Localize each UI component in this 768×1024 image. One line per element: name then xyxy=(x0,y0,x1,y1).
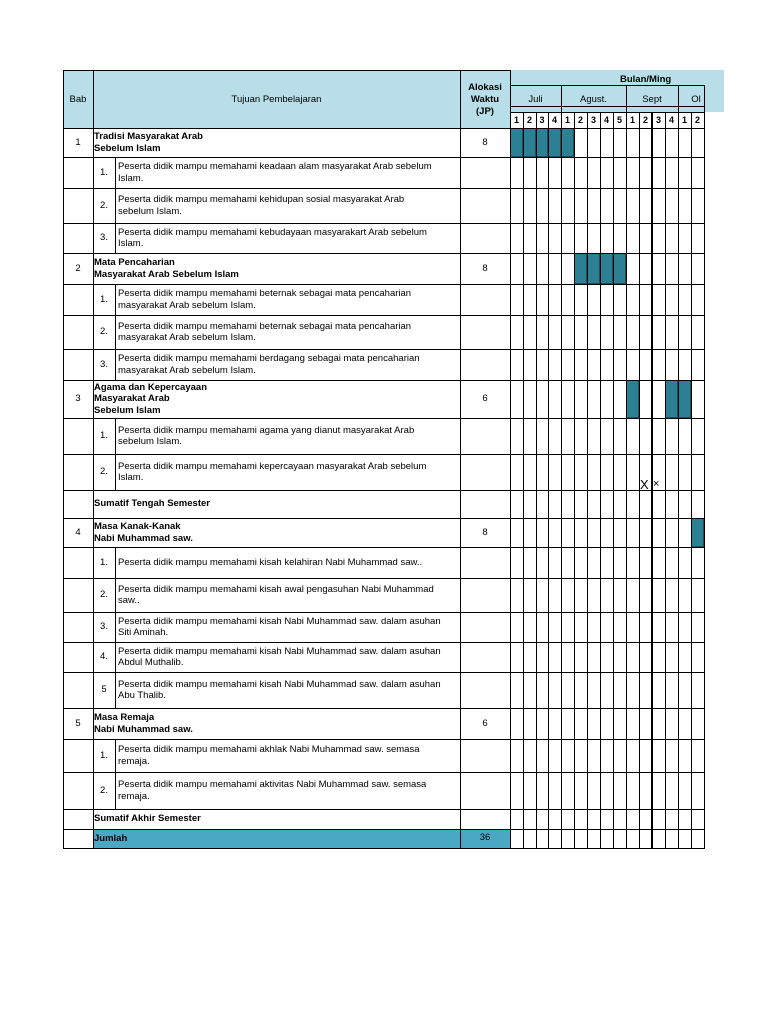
jp-value: 36 xyxy=(479,832,491,843)
item-text: remaja. xyxy=(118,755,150,767)
chapter-text: Agama dan Kepercayaan xyxy=(94,381,207,393)
item-number: 1. xyxy=(100,749,108,761)
item-text: Peserta didik mampu memahami beternak sebagai mata pencaharian xyxy=(118,320,412,332)
grid-line xyxy=(600,112,601,849)
mark-x: × xyxy=(653,479,660,490)
chapter-number: 4 xyxy=(75,526,81,538)
jp-value: 8 xyxy=(482,136,488,148)
grid-line xyxy=(691,112,692,849)
summary-text: Sumatif Tengah Semester xyxy=(94,498,210,510)
grid-line xyxy=(523,112,524,849)
header-alokasi: Waktu xyxy=(470,94,500,105)
grid-line xyxy=(63,642,704,643)
header-bulan: Bulan/Ming xyxy=(620,74,672,85)
item-text: remaja. xyxy=(118,790,150,802)
schedule-fill xyxy=(510,128,523,157)
item-number: 3. xyxy=(100,232,108,243)
grid-line xyxy=(115,349,116,380)
grid-line xyxy=(63,672,704,673)
grid-line xyxy=(115,578,116,612)
total-row-background xyxy=(93,829,510,848)
grid-line xyxy=(63,188,704,189)
item-text: Peserta didik mampu memahami akhlak Nabi Muhammad saw. semasa xyxy=(118,744,420,755)
week-number: 3 xyxy=(655,115,661,125)
month-label: Ol xyxy=(691,94,701,105)
item-number: 1. xyxy=(100,430,108,441)
grid-line xyxy=(115,739,116,772)
item-text: masyarakat Arab sebelum Islam. xyxy=(118,332,256,343)
grid-line xyxy=(63,223,704,224)
grid-line xyxy=(63,547,704,548)
item-text: Abdul Muthalib. xyxy=(118,657,184,668)
grid-line xyxy=(510,85,704,86)
jp-value: 6 xyxy=(482,717,488,729)
grid-line xyxy=(510,106,704,107)
week-number: 1 xyxy=(681,115,687,125)
chapter-text: Mata Pencaharian xyxy=(94,257,175,268)
item-number: 1. xyxy=(100,293,108,305)
grid-line xyxy=(115,454,116,490)
chapter-text: Tradisi Masyarakat Arab xyxy=(94,131,203,142)
week-number: 2 xyxy=(642,115,648,125)
chapter-text: Nabi Muhammad saw. xyxy=(94,532,193,544)
item-text: sebelum Islam. xyxy=(118,436,182,447)
header-bab: Bab xyxy=(69,94,87,105)
chapter-text: Sebelum Islam xyxy=(94,404,161,416)
grid-line xyxy=(115,418,116,454)
week-number: 3 xyxy=(590,115,596,125)
week-number: 1 xyxy=(629,115,635,125)
item-text: Abu Thalib. xyxy=(118,690,166,701)
grid-line xyxy=(639,112,640,849)
week-number: 4 xyxy=(603,115,609,125)
grid-line xyxy=(115,672,116,708)
schedule-fill xyxy=(587,253,600,284)
item-text: Peserta didik mampu memahami berdagang sebagai mata pencaharian xyxy=(118,353,420,364)
jp-value: 8 xyxy=(482,526,488,538)
item-text: Peserta didik mampu memahami kisah kelahiran Nabi Muhammad saw.. xyxy=(118,556,423,568)
header-alokasi: Alokasi xyxy=(468,82,502,93)
grid-line xyxy=(115,188,116,223)
item-number: 3. xyxy=(100,358,108,370)
item-text: Peserta didik mampu memahami aktivitas Nabi Muhammad saw. semasa xyxy=(118,779,427,790)
grid-line xyxy=(626,112,627,849)
chapter-text: Masa Remaja xyxy=(94,712,155,723)
schedule-fill xyxy=(600,253,613,284)
week-number: 4 xyxy=(551,115,557,125)
schedule-fill xyxy=(536,128,548,157)
week-number: 1 xyxy=(513,115,519,125)
grid-line xyxy=(115,547,116,578)
item-text: Peserta didik mampu memahami kehidupan sosial masyarakat Arab xyxy=(118,194,405,205)
item-text: saw.. xyxy=(118,595,140,606)
week-number: 3 xyxy=(539,115,545,125)
grid-line xyxy=(63,70,64,849)
schedule-fill xyxy=(523,128,536,157)
grid-line xyxy=(63,315,704,316)
item-text: Siti Aminah. xyxy=(118,627,169,638)
schedule-fill xyxy=(665,380,678,418)
grid-line xyxy=(63,157,704,158)
week-number: 2 xyxy=(526,115,532,125)
grid-line xyxy=(651,112,652,849)
grid-line xyxy=(63,349,704,350)
item-number: 2. xyxy=(100,466,108,477)
chapter-text: Masa Kanak-Kanak xyxy=(94,521,181,532)
grid-line xyxy=(63,490,704,491)
jp-value: 6 xyxy=(482,393,488,404)
item-number: 2. xyxy=(100,589,108,600)
grid-line xyxy=(63,708,704,709)
month-label: Juli xyxy=(528,94,543,105)
grid-line xyxy=(63,739,704,740)
grid-line xyxy=(613,112,614,849)
mark-x: X xyxy=(640,479,649,491)
schedule-fill xyxy=(626,380,639,418)
item-text: sebelum Islam. xyxy=(118,205,182,217)
week-number: 2 xyxy=(694,115,700,125)
chapter-number: 5 xyxy=(75,717,81,729)
item-text: Peserta didik mampu memahami kebudayaan masyarakart Arab sebelum xyxy=(118,226,427,238)
grid-line xyxy=(510,112,511,849)
item-number: 1. xyxy=(100,556,108,568)
item-number: 4. xyxy=(100,651,108,662)
item-number: 2. xyxy=(100,199,108,211)
grid-line xyxy=(63,70,510,71)
grid-line xyxy=(93,70,94,849)
item-text: Islam. xyxy=(118,238,144,249)
item-text: Islam. xyxy=(118,472,144,483)
item-text: Peserta didik mampu memahami kisah Nabi Muhammad saw. dalam asuhan xyxy=(118,678,441,690)
item-text: Peserta didik mampu memahami kisah Nabi Muhammad saw. dalam asuhan xyxy=(118,615,441,627)
week-number: 2 xyxy=(577,115,583,125)
grid-line xyxy=(115,642,116,672)
chapter-text: Nabi Muhammad saw. xyxy=(94,723,193,735)
item-text: Peserta didik mampu memahami beternak sebagai mata pencaharian xyxy=(118,288,412,299)
grid-line xyxy=(115,612,116,642)
grid-line xyxy=(548,112,549,849)
item-number: 5 xyxy=(101,684,107,695)
summary-text: Sumatif Akhir Semester xyxy=(94,813,201,825)
week-number: 4 xyxy=(668,115,674,125)
chapter-number: 2 xyxy=(75,262,81,274)
grid-line xyxy=(115,284,116,315)
grid-line xyxy=(587,112,588,849)
item-text: masyarakat Arab sebelum Islam. xyxy=(118,364,256,376)
item-text: Peserta didik mampu memahami keadaan alam masyarakat Arab sebelum xyxy=(118,161,432,172)
grid-line xyxy=(63,829,704,830)
grid-line xyxy=(63,772,704,773)
item-number: 2. xyxy=(100,784,108,796)
grid-line xyxy=(63,809,704,810)
jp-value: 8 xyxy=(482,262,488,274)
month-label: Sept xyxy=(642,94,662,105)
item-text: Peserta didik mampu memahami kisah awal pengasuhan Nabi Muhammad xyxy=(118,583,434,595)
item-number: 3. xyxy=(100,621,108,632)
total-text: Jumlah xyxy=(94,832,128,844)
grid-line xyxy=(115,315,116,349)
item-number: 2. xyxy=(100,326,108,337)
chapter-number: 3 xyxy=(75,393,81,404)
grid-line xyxy=(63,578,704,579)
chapter-text: Sebelum Islam xyxy=(94,142,161,154)
grid-line xyxy=(63,380,704,381)
item-text: Islam. xyxy=(118,172,144,184)
grid-line xyxy=(574,112,575,849)
grid-line xyxy=(460,70,461,849)
schedule-fill xyxy=(678,380,691,418)
month-label: Agust. xyxy=(580,94,607,105)
header-tujuan: Tujuan Pembelajaran xyxy=(231,94,322,105)
grid-line xyxy=(652,112,653,849)
item-text: Peserta didik mampu memahami agama yang dianut masyarakat Arab xyxy=(118,424,415,436)
grid-line xyxy=(63,518,704,519)
grid-line xyxy=(63,128,704,129)
grid-line xyxy=(536,112,537,849)
schedule-fill xyxy=(613,253,626,284)
schedule-fill xyxy=(548,128,561,157)
grid-line xyxy=(561,112,562,849)
grid-line xyxy=(665,112,666,849)
chapter-number: 1 xyxy=(75,136,81,148)
grid-line xyxy=(510,112,704,113)
week-number: 5 xyxy=(616,115,622,125)
grid-line xyxy=(63,454,704,455)
grid-line xyxy=(704,112,705,849)
grid-line xyxy=(678,112,679,849)
item-text: masyarakat Arab sebelum Islam. xyxy=(118,299,256,311)
grid-line xyxy=(63,612,704,613)
item-text: Peserta didik mampu memahami kisah Nabi Muhammad saw. dalam asuhan xyxy=(118,645,441,657)
item-number: 1. xyxy=(100,166,108,178)
item-text: Peserta didik mampu memahami kepercayaan masyarakat Arab sebelum xyxy=(118,460,427,472)
grid-line xyxy=(115,223,116,253)
schedule-fill xyxy=(574,253,587,284)
grid-line xyxy=(63,848,704,849)
header-alokasi: (JP) xyxy=(476,106,494,117)
grid-line xyxy=(115,157,116,188)
grid-line xyxy=(63,418,704,419)
grid-line xyxy=(63,284,704,285)
week-number: 1 xyxy=(564,115,570,125)
chapter-text: Masyarakat Arab Sebelum Islam xyxy=(94,268,239,280)
grid-line xyxy=(115,772,116,809)
grid-line xyxy=(63,253,704,254)
schedule-fill xyxy=(561,128,574,157)
schedule-fill xyxy=(691,518,704,547)
chapter-text: Masyarakat Arab xyxy=(94,393,170,405)
